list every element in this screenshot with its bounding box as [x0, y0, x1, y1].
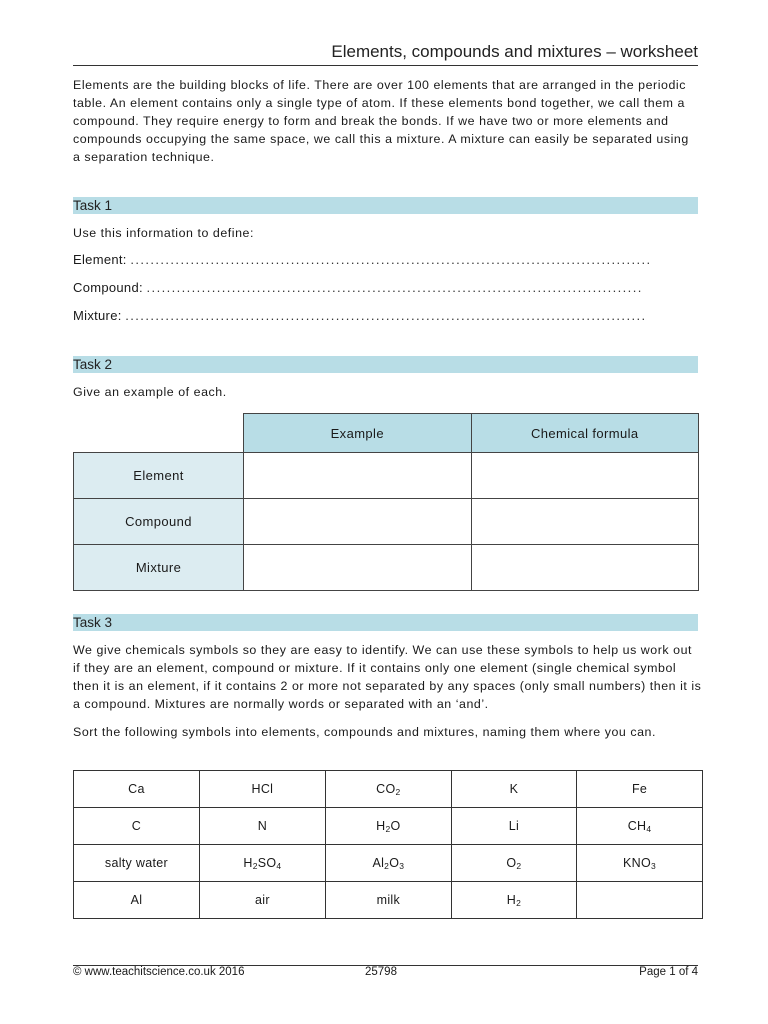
symbol-cell: $H_2SO_4$: [199, 845, 325, 882]
task-1-instruction: Use this information to define:: [73, 226, 254, 240]
task-3-paragraph: We give chemicals symbols so they are easy to identify. We can use these symbols to help us work out if they are an element, compound or mixture. If it contains only one element (single chemical symbol then it is an element, if it contains 2 or more not separated by any spaces (only small numbers) then it is a compound. Mixtures are normally words or separated with an ‘and’.: [73, 643, 702, 711]
table-row: [74, 845, 703, 882]
symbol-cell: N: [199, 808, 325, 845]
element-label: Element:: [73, 252, 127, 267]
answer-cell[interactable]: [471, 499, 698, 545]
symbol-cell: salty water: [74, 845, 200, 882]
compound-definition-line[interactable]: [73, 280, 698, 295]
symbol-cell: Li: [451, 808, 576, 845]
symbol-cell: air: [199, 882, 325, 919]
row-header-element: Element: [74, 453, 244, 499]
mixture-label: Mixture:: [73, 308, 122, 323]
empty-corner-cell: [74, 414, 244, 453]
title-divider: [73, 65, 698, 66]
symbol-cell: Ca: [74, 771, 200, 808]
symbol-cell: [577, 882, 703, 919]
mixture-definition-line[interactable]: [73, 308, 698, 323]
answer-cell[interactable]: [244, 453, 471, 499]
examples-table: [73, 413, 699, 591]
symbol-cell: $CO_2$: [325, 771, 451, 808]
task-2-heading: Task 2: [73, 356, 698, 373]
row-header-mixture: Mixture: [74, 545, 244, 591]
answer-dots: ...................................................................................................: [146, 280, 643, 295]
symbol-cell: K: [451, 771, 576, 808]
task-3-heading: Task 3: [73, 614, 698, 631]
symbol-cell: C: [74, 808, 200, 845]
answer-cell[interactable]: [244, 545, 471, 591]
table-row: [74, 453, 699, 499]
compound-label: Compound:: [73, 280, 143, 295]
column-header-chemical-formula: Chemical formula: [471, 414, 698, 453]
table-row: [74, 545, 699, 591]
answer-cell[interactable]: [471, 545, 698, 591]
row-header-compound: Compound: [74, 499, 244, 545]
symbol-cell: $CH_4$: [577, 808, 703, 845]
symbol-cell: $H_2$: [451, 882, 576, 919]
page-title: Elements, compounds and mixtures – worksheet: [331, 42, 698, 61]
symbol-cell: $KNO_3$: [577, 845, 703, 882]
element-definition-line[interactable]: [73, 252, 698, 267]
resource-code: 25798: [365, 966, 397, 978]
table-row: [74, 499, 699, 545]
task-2-instruction: Give an example of each.: [73, 385, 227, 399]
table-row: [74, 882, 703, 919]
page-number: Page 1 of 4: [639, 966, 698, 978]
copyright-text: © www.teachitscience.co.uk 2016: [73, 966, 245, 978]
table-row: [74, 771, 703, 808]
symbol-cell: $O_2$: [451, 845, 576, 882]
column-header-example: Example: [244, 414, 471, 453]
symbol-cell: $H_2O$: [325, 808, 451, 845]
intro-paragraph: Elements are the building blocks of life. There are over 100 elements that are arranged in the periodic table. An element contains only a single type of atom. If these elements bond together, we call them a compound. They require energy to form and break the bonds. If we have two or more elements and compounds occupying the same space, we call this a mixture. A mixture can easily be separated using a separation technique.: [73, 78, 689, 164]
answer-dots: ........................................................................................................: [130, 252, 652, 267]
symbols-table: [73, 770, 703, 919]
symbol-cell: $Al_2O_3$: [325, 845, 451, 882]
answer-cell[interactable]: [244, 499, 471, 545]
answer-dots: ........................................................................................................: [125, 308, 647, 323]
symbol-cell: Fe: [577, 771, 703, 808]
task-1-heading: Task 1: [73, 197, 698, 214]
answer-cell[interactable]: [471, 453, 698, 499]
table-row: [74, 808, 703, 845]
symbol-cell: milk: [325, 882, 451, 919]
symbol-cell: HCl: [199, 771, 325, 808]
task-3-instruction: Sort the following symbols into elements, compounds and mixtures, naming them where you can.: [73, 725, 656, 739]
symbol-cell: Al: [74, 882, 200, 919]
